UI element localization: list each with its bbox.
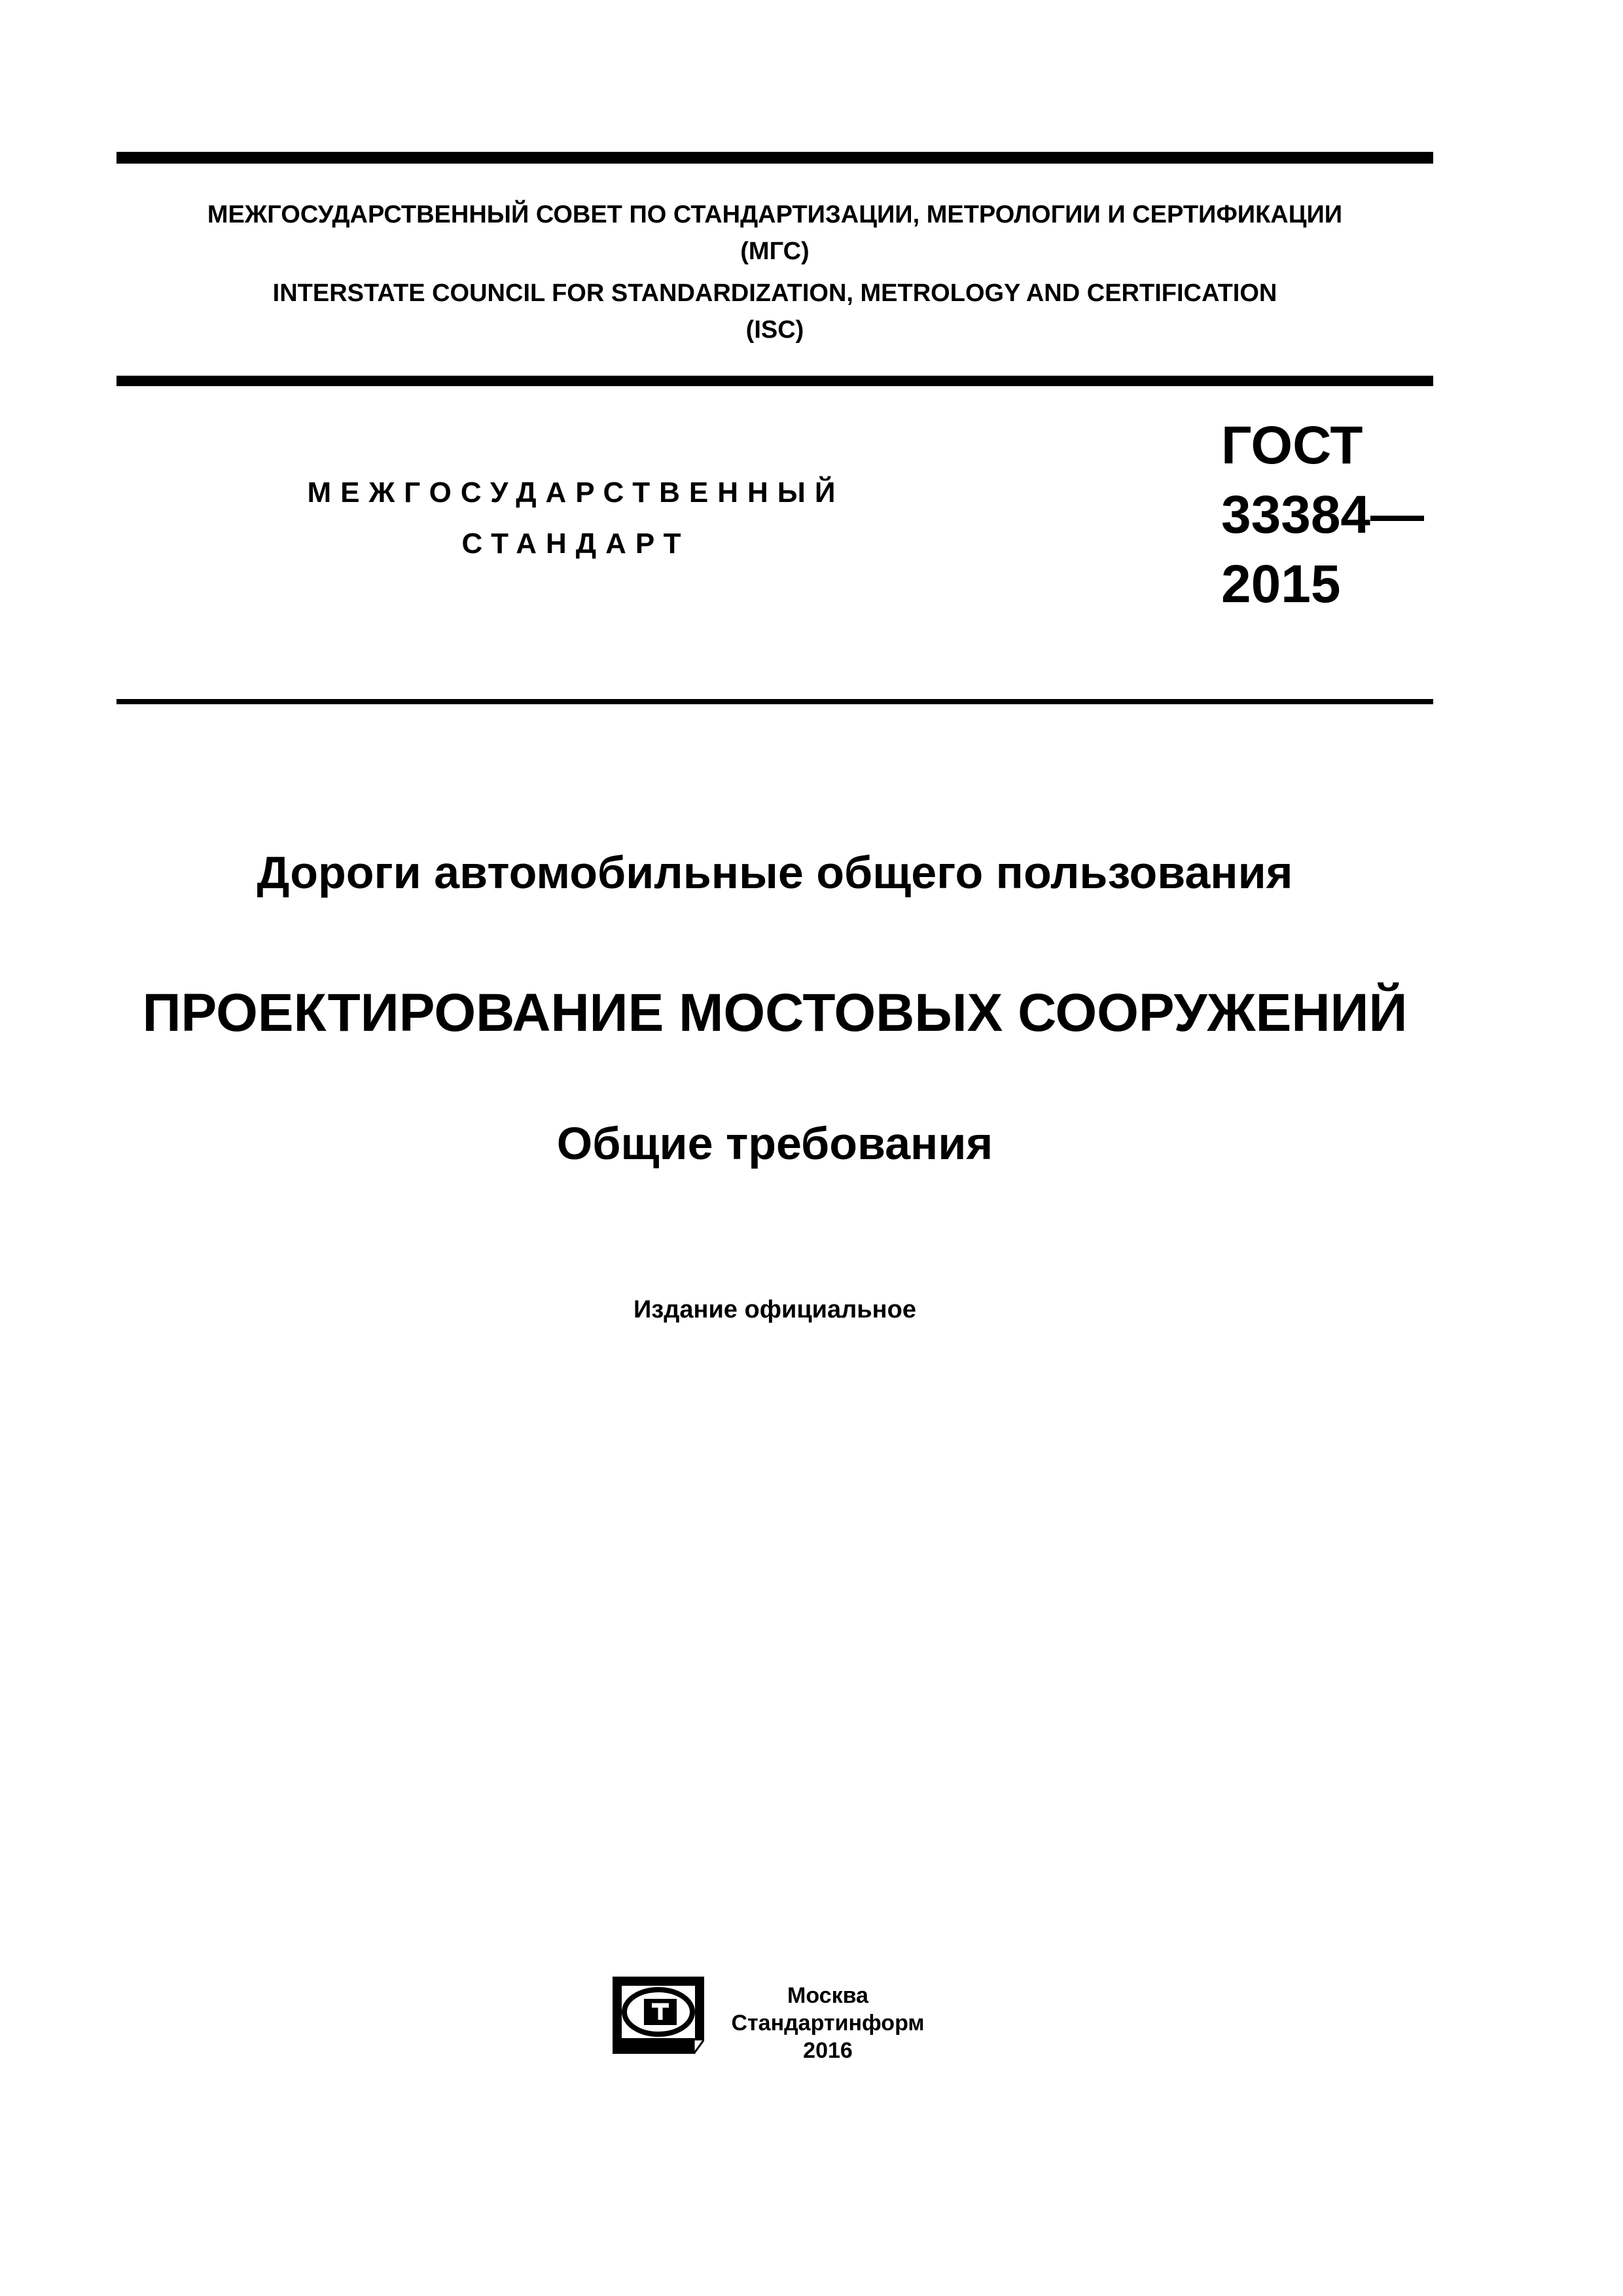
publisher-name: Стандартинформ: [731, 2011, 925, 2036]
publisher-block: [720, 1982, 936, 2064]
top-rule: [116, 152, 1433, 164]
title-group: Дороги автомобильные общего пользования: [257, 847, 1293, 898]
gost-year: 2015: [1221, 554, 1341, 614]
gost-number: 33384—: [1221, 485, 1425, 545]
gost-designation: [1221, 411, 1424, 619]
publisher-year: 2016: [803, 2038, 853, 2063]
title-sub: Общие требования: [556, 1118, 993, 1169]
standard-type-line1: МЕЖГОСУДАРСТВЕННЫЙ: [307, 476, 845, 509]
gost-prefix: ГОСТ: [1221, 416, 1363, 475]
title-main: ПРОЕКТИРОВАНИЕ МОСТОВЫХ СООРУЖЕНИЙ: [142, 983, 1408, 1043]
middle-rule: [116, 376, 1433, 386]
council-en-abbr: (ISC): [745, 316, 804, 344]
lower-rule: [116, 699, 1433, 704]
council-ru-name: МЕЖГОСУДАРСТВЕННЫЙ СОВЕТ ПО СТАНДАРТИЗАЦИИ, МЕТРОЛОГИИ И СЕРТИФИКАЦИИ: [207, 201, 1343, 228]
council-en: [116, 275, 1433, 348]
council-en-name: INTERSTATE COUNCIL FOR STANDARDIZATION, METROLOGY AND CERTIFICATION: [272, 279, 1277, 307]
standard-type-line2: СТАНДАРТ: [461, 528, 690, 560]
standartinform-logo-icon: [613, 1977, 704, 2054]
council-ru-abbr: (МГС): [740, 238, 810, 265]
publisher-city: Москва: [787, 1983, 868, 2008]
edition-label: Издание официальное: [633, 1296, 916, 1323]
council-ru: [116, 196, 1433, 270]
